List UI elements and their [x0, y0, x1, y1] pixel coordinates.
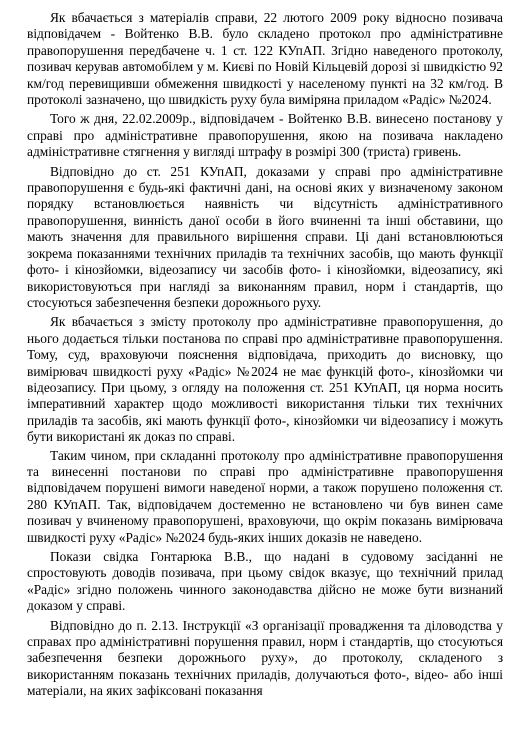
paragraph-resolution: Того ж дня, 22.02.2009р., відповідачем - Войтенко В.В. винесено постанову у справі про адміністративне правопорушення, якою на позивача накладено адміністративне стягнення у вигляді штрафу в розмірі 300 (триста) гривень.: [27, 111, 503, 160]
paragraph-case-materials: Як вбачається з матеріалів справи, 22 лютого 2009 року відносно позивача відповідачем - Войтенко В.В. було складено протокол про адміністративне правопорушення передбачене ч. 1 ст. 122 КУпАП. Згідно наведеного протоколу, позивач керував автомобілем у м. Києві по Новій Кільцевій дорозі зі швидкістю 92 км/год перевищивши обмеження швидкості у населеному пункті на 32 км/год. В протоколі зазначено, що швидкість руху була виміряна приладом «Радіс» №2024.: [27, 10, 503, 108]
paragraph-witness-testimony: Покази свідка Гонтарюка В.В., що надані в судовому засіданні не спростовують доводів позивача, при цьому свідок вказує, що технічний прилад «Радіс» згідно положень чинного законодавства дійсно не може бути визнаний доказом у справі.: [27, 549, 503, 614]
paragraph-instruction-2-13: Відповідно до п. 2.13. Інструкції «З організації провадження та діловодства у справах про адміністративні порушення правил, норм і стандартів, що стосуються забезпечення безпеки дорожнього руху», до протоколу, складеного з використанням показань технічних приладів, долучаються фото-, відео- або інші матеріали, на яких зафіксовані показання: [27, 617, 503, 699]
paragraph-conclusion: Таким чином, при складанні протоколу про адміністративне правопорушення та винесенні постанови по справі про адміністративне правопорушення відповідачем порушені вимоги наведеної норми, а також порушено положення ст. 280 КУпАП. Так, відповідачем достеменно не встановлено чи був винен саме позивач у вчиненому правопорушені, враховуючи, що окрім показань вимірювача швидкості руху «Радіс» №2024 будь-яких інших доказів не наведено.: [27, 447, 503, 545]
paragraph-protocol-content: Як вбачається з змісту протоколу про адміністративне правопорушення, до нього додається тільки постанова по справі про адміністративне правопорушення. Тому, суд, враховуючи пояснення відповідача, приходить до висновку, що вимірювач швидкості руху «Радіс» №2024 не має функцій фото-, кінозйомки чи відеозапису. При цьому, з огляду на положення ст. 251 КУпАП, ця норма носить імперативний характер щодо можливості використання тільки тих технічних приладів та засобів, які мають функції фото-, кінозйомки чи відеозапису і можуть бути використані як доказ по справі.: [27, 314, 503, 445]
paragraph-evidence-article-251: Відповідно до ст. 251 КУпАП, доказами у справі про адміністративне правопорушення є будь-які фактичні дані, на основі яких у визначеному законом порядку встановлюється наявність чи відсутність адміністративного правопорушення, винність даної особи в його вчиненні та інші обставини, що мають значення для правильного вирішення справи. Ці дані встановлюються зокрема показаннями технічних приладів та технічних засобів, що мають функції фото- і кінозйомки, відеозапису чи засобів фото- і кінозйомки, відеозапису, які використовуються при нагляді за виконанням правил, норм і стандартів, що стосуються забезпечення безпеки дорожнього руху.: [27, 163, 503, 310]
